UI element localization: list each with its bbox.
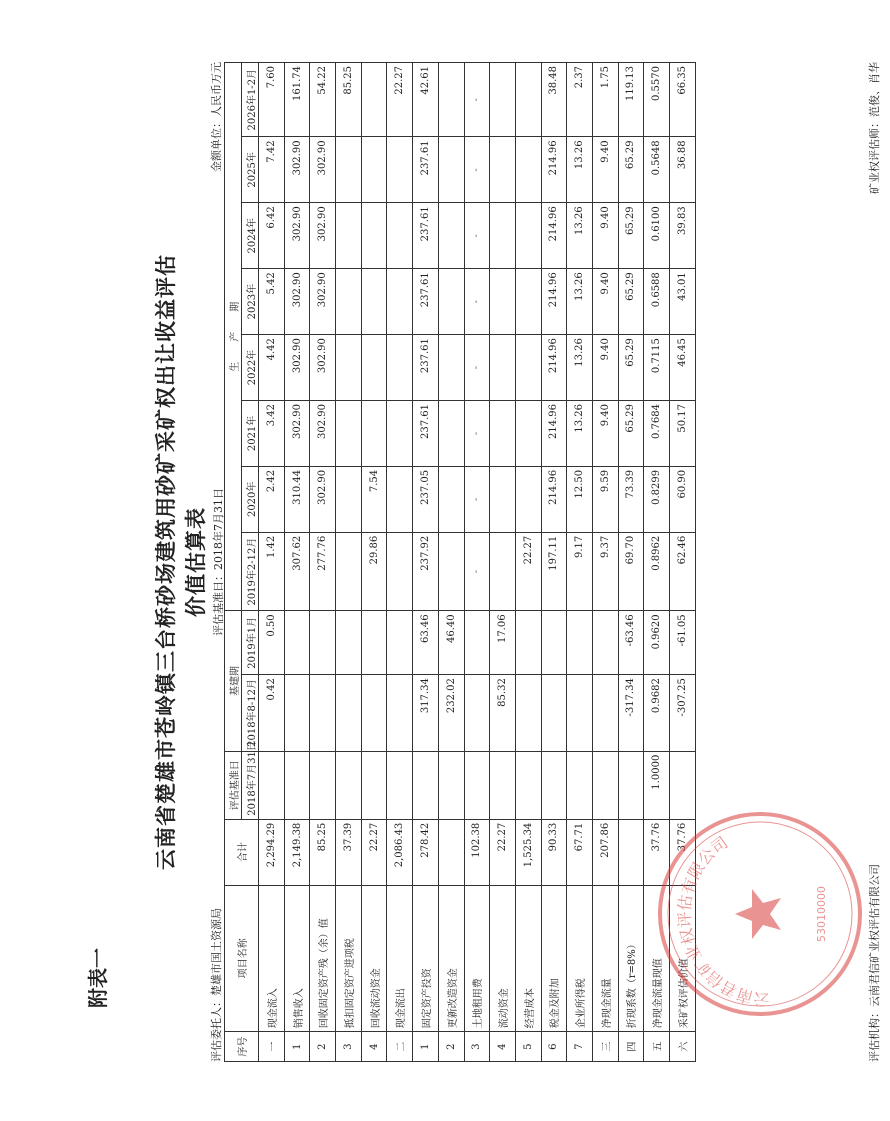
row-value [336,335,362,401]
row-value [464,751,490,819]
row-value [490,532,516,611]
row-value: 3.42 [259,400,285,466]
client-label: 评估委托人：楚雄市国土资源局 [210,908,223,1062]
row-value: 232.02 [438,675,464,752]
row-value: 302.90 [310,466,336,532]
row-value: -307.25 [670,675,696,752]
row-value [515,751,541,819]
row-value [387,466,413,532]
row-value: -317.34 [618,675,644,752]
row-value [490,466,516,532]
row-value: 69.70 [618,532,644,611]
row-value [361,63,387,137]
row-seq: 六 [670,1032,696,1062]
row-value [387,400,413,466]
row-value [438,269,464,335]
row-name: 销售收入 [284,885,310,1032]
row-value: 36.88 [670,137,696,203]
row-value: 39.83 [670,203,696,269]
row-value: 0.6100 [644,203,670,269]
row-seq: 3 [464,1032,490,1062]
row-value [515,675,541,752]
period-header: 2021年 [242,400,259,466]
row-value: 0.8299 [644,466,670,532]
table-row [670,63,696,1062]
row-seq: 7 [567,1032,593,1062]
row-value: 46.40 [438,611,464,675]
row-value: 237.61 [413,203,439,269]
row-name: 现金流入 [259,885,285,1032]
row-total: 1,525.34 [515,819,541,885]
table-row [644,63,670,1062]
row-value [592,675,618,752]
row-total: 67.71 [567,819,593,885]
row-value: 22.27 [515,532,541,611]
row-value [336,269,362,335]
row-value [336,532,362,611]
unit-label: 金额单位：人民币万元 [210,62,223,172]
row-value [515,63,541,137]
row-value: 6.42 [259,203,285,269]
row-value [515,466,541,532]
row-value: 302.90 [310,269,336,335]
row-value: 17.06 [490,611,516,675]
row-value: 9.40 [592,137,618,203]
row-value: 13.26 [567,400,593,466]
page-subtitle-title: 价值估算表 [183,507,208,617]
row-total: 37.76 [670,819,696,885]
row-value [438,63,464,137]
row-value: 54.22 [310,63,336,137]
table-row [618,63,644,1062]
row-value [541,675,567,752]
row-value: 65.29 [618,137,644,203]
row-value: 0.9620 [644,611,670,675]
row-value [387,532,413,611]
row-value [387,203,413,269]
row-value: 4.42 [259,335,285,401]
row-value: 0.50 [259,611,285,675]
row-value [541,751,567,819]
row-name: 折现系数（r=8%） [618,885,644,1032]
footer-agency: 评估机构：云南君信矿业权评估有限公司 [868,864,881,1062]
row-value: 0.6588 [644,269,670,335]
row-seq: 一 [259,1032,285,1062]
row-value [515,335,541,401]
row-value: 119.13 [618,63,644,137]
table-row [361,63,387,1062]
row-value: 302.90 [284,269,310,335]
row-value: 7.54 [361,466,387,532]
row-value: 43.01 [670,269,696,335]
row-seq: 四 [618,1032,644,1062]
row-value [361,269,387,335]
row-value: 237.61 [413,269,439,335]
table-row [567,63,593,1062]
row-value: 62.46 [670,532,696,611]
row-value: 0.9682 [644,675,670,752]
row-value [438,137,464,203]
row-value: 1.0000 [644,751,670,819]
row-value [438,335,464,401]
row-seq: 1 [284,1032,310,1062]
row-value [361,203,387,269]
row-total: 2,086.43 [387,819,413,885]
period-header: 2018年7月31日 [242,751,259,819]
row-value: 73.39 [618,466,644,532]
row-value: -61.05 [670,611,696,675]
row-value: 65.29 [618,269,644,335]
row-value: 317.34 [413,675,439,752]
row-value: 12.50 [567,466,593,532]
row-value [515,400,541,466]
footer-appraiser: 矿业权评估师：范俊、肖华 [868,62,881,194]
row-value: 9.17 [567,532,593,611]
row-value [387,269,413,335]
row-value: 302.90 [284,400,310,466]
row-value [336,203,362,269]
row-value [336,751,362,819]
row-value [336,611,362,675]
row-value: 214.96 [541,466,567,532]
table-row [310,63,336,1062]
row-value: - [464,63,490,137]
row-total: 37.76 [644,819,670,885]
row-value: 214.96 [541,137,567,203]
table-row [413,63,439,1062]
header-name: 项目名称 [225,885,259,1032]
row-name: 经营成本 [515,885,541,1032]
row-value [438,532,464,611]
row-seq: 二 [387,1032,413,1062]
row-value: 9.40 [592,400,618,466]
period-header: 2018年8-12月 [242,675,259,752]
row-value: 7.42 [259,137,285,203]
row-value [387,137,413,203]
table-row [438,63,464,1062]
row-value: -63.46 [618,611,644,675]
row-value: 1.42 [259,532,285,611]
row-value: 65.29 [618,400,644,466]
row-total: 22.27 [490,819,516,885]
table-body [259,63,696,1062]
row-value [490,751,516,819]
row-value: 22.27 [387,63,413,137]
row-value: 302.90 [310,335,336,401]
header-prod-group: 生 产 期 [225,63,242,611]
row-name: 净现金流量现值 [644,885,670,1032]
row-value: 214.96 [541,269,567,335]
row-name: 现金流出 [387,885,413,1032]
row-name: 回收流动资金 [361,885,387,1032]
row-value [438,400,464,466]
row-name: 固定资产投资 [413,885,439,1032]
row-seq: 1 [413,1032,439,1062]
row-total: 278.42 [413,819,439,885]
row-value [387,751,413,819]
row-value [336,466,362,532]
row-value [490,137,516,203]
row-value: 46.45 [670,335,696,401]
row-value: 307.62 [284,532,310,611]
row-value [284,611,310,675]
row-name: 更新改造资金 [438,885,464,1032]
row-value: 310.44 [284,466,310,532]
row-value [515,203,541,269]
row-value: - [464,400,490,466]
period-header: 2026年1-2月 [242,63,259,137]
header-build-group: 基建期 [225,611,242,751]
row-value [310,675,336,752]
row-value: 66.35 [670,63,696,137]
row-value: 29.86 [361,532,387,611]
row-value [490,269,516,335]
row-value [310,751,336,819]
row-value [438,203,464,269]
row-value: - [464,532,490,611]
row-value [361,137,387,203]
period-header: 2019年2-12月 [242,532,259,611]
row-value: 0.8962 [644,532,670,611]
header-seq: 序号 [225,1032,259,1062]
row-value [336,400,362,466]
row-value: 237.92 [413,532,439,611]
row-value: 13.26 [567,335,593,401]
row-value: 13.26 [567,203,593,269]
row-value: 7.60 [259,63,285,137]
row-value [490,63,516,137]
row-value [515,269,541,335]
row-value: 1.75 [592,63,618,137]
row-value: 302.90 [284,203,310,269]
svg-text:53010000: 53010000 [815,886,828,942]
row-seq: 4 [361,1032,387,1062]
row-value [618,751,644,819]
row-name: 企业所得税 [567,885,593,1032]
row-value: 302.90 [310,400,336,466]
row-value: 13.26 [567,269,593,335]
row-value: 42.61 [413,63,439,137]
period-header: 2025年 [242,137,259,203]
row-total: 2,294.29 [259,819,285,885]
period-header: 2020年 [242,466,259,532]
row-value: 237.05 [413,466,439,532]
row-name: 采矿权评估价值 [670,885,696,1032]
row-value [490,400,516,466]
svg-text:云南君信矿业权评估有限公司: 云南君信矿业权评估有限公司 [674,832,771,1010]
row-value [259,751,285,819]
row-seq: 2 [310,1032,336,1062]
table-row [541,63,567,1062]
row-value [361,400,387,466]
row-value: 237.61 [413,335,439,401]
row-value [284,675,310,752]
row-seq: 2 [438,1032,464,1062]
row-value [515,137,541,203]
row-total [618,819,644,885]
row-value: 302.90 [310,203,336,269]
row-value: - [464,335,490,401]
row-value: 9.40 [592,335,618,401]
row-value [592,751,618,819]
row-value: 214.96 [541,203,567,269]
row-name: 净现金流量 [592,885,618,1032]
row-value: 302.90 [310,137,336,203]
row-value: 85.25 [336,63,362,137]
row-value: 237.61 [413,137,439,203]
row-total: 207.86 [592,819,618,885]
row-value [438,751,464,819]
row-value: 0.5648 [644,137,670,203]
row-value: 197.11 [541,532,567,611]
row-value: 0.42 [259,675,285,752]
row-seq: 三 [592,1032,618,1062]
row-value: 63.46 [413,611,439,675]
row-total: 102.38 [464,819,490,885]
row-total: 90.33 [541,819,567,885]
row-value: 214.96 [541,400,567,466]
period-header: 2022年 [242,335,259,401]
table-row [515,63,541,1062]
row-total [438,819,464,885]
row-total: 2,149.38 [284,819,310,885]
row-seq: 6 [541,1032,567,1062]
row-name: 流动资金 [490,885,516,1032]
row-value [567,751,593,819]
row-name: 土地租用费 [464,885,490,1032]
row-value [464,675,490,752]
row-value: 38.48 [541,63,567,137]
row-value: 9.40 [592,269,618,335]
period-header: 2023年 [242,269,259,335]
row-value: 161.74 [284,63,310,137]
row-value: 2.37 [567,63,593,137]
row-value: 50.17 [670,400,696,466]
table-row [490,63,516,1062]
table-row [284,63,310,1062]
row-value [464,611,490,675]
page-title: 云南省楚雄市苍岭镇三台桥砂场建筑用砂矿采矿权出让收益评估 [153,254,178,870]
row-seq: 5 [515,1032,541,1062]
row-seq: 五 [644,1032,670,1062]
row-value: 214.96 [541,335,567,401]
row-seq: 4 [490,1032,516,1062]
row-value: 9.40 [592,203,618,269]
row-name: 税金及附加 [541,885,567,1032]
row-value [336,137,362,203]
row-seq: 3 [336,1032,362,1062]
row-value [541,611,567,675]
row-value [490,335,516,401]
row-value [284,751,310,819]
table-row [387,63,413,1062]
row-value [361,751,387,819]
row-value [387,335,413,401]
row-value: 13.26 [567,137,593,203]
table-row [464,63,490,1062]
row-value [670,751,696,819]
base-date: 评估基准日：2018年7月31日 [212,488,225,636]
valuation-table [224,62,696,1062]
row-value: - [464,466,490,532]
row-name: 抵扣固定资产进项税 [336,885,362,1032]
row-value: 5.42 [259,269,285,335]
row-value: - [464,269,490,335]
row-value: 0.7115 [644,335,670,401]
header-base-group: 评估基准日 [225,751,242,819]
row-value: 85.32 [490,675,516,752]
row-value [438,466,464,532]
row-value: 65.29 [618,335,644,401]
row-value [490,203,516,269]
row-value: - [464,137,490,203]
row-value [387,675,413,752]
row-value [361,675,387,752]
row-value: 9.37 [592,532,618,611]
period-header: 2019年1月 [242,611,259,675]
table-row [336,63,362,1062]
row-value [515,611,541,675]
row-total: 85.25 [310,819,336,885]
row-value [310,611,336,675]
row-value: 302.90 [284,137,310,203]
row-value [361,611,387,675]
row-value: 65.29 [618,203,644,269]
row-value: 302.90 [284,335,310,401]
row-value: 60.90 [670,466,696,532]
header-total: 合计 [225,819,259,885]
row-total: 22.27 [361,819,387,885]
period-header: 2024年 [242,203,259,269]
table-row [592,63,618,1062]
row-value [387,611,413,675]
table-row [259,63,285,1062]
row-value: 277.76 [310,532,336,611]
row-value: 0.5570 [644,63,670,137]
row-value [592,611,618,675]
row-value: 237.61 [413,400,439,466]
row-value: 0.7684 [644,400,670,466]
row-value: 2.42 [259,466,285,532]
rotated-page [130,62,890,1062]
row-value [336,675,362,752]
row-total: 37.39 [336,819,362,885]
appendix-label: 附表一 [86,948,110,1008]
row-value [361,335,387,401]
row-name: 回收固定资产残（余）值 [310,885,336,1032]
row-value [567,611,593,675]
row-value: 9.59 [592,466,618,532]
row-value [413,751,439,819]
row-value: - [464,203,490,269]
row-value [567,675,593,752]
